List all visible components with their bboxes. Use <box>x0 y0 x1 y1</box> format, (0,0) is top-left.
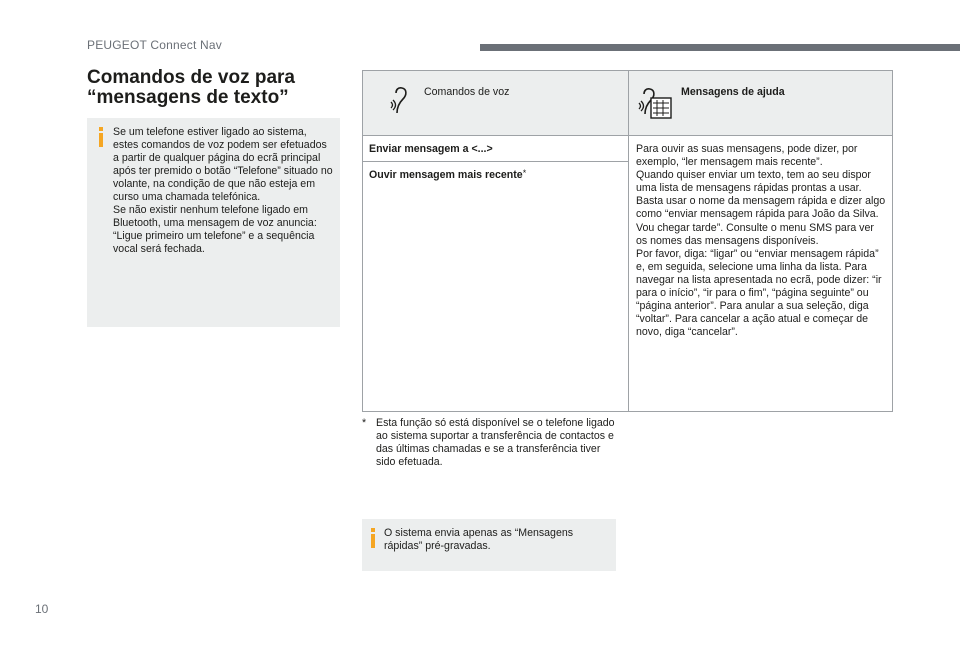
help-messages-cell <box>629 136 893 412</box>
help-paragraph: Quando quiser enviar um texto, tem ao seu dispor uma lista de mensagens rápidas prontas a usar. Basta usar o nome da mensagem rápida e dizer algo como “enviar mensagem rápida para João da Silva. Vou chegar tarde”. Consulte o menu SMS para ver os nomes das mensagens disponíveis. <box>636 169 886 247</box>
command-row <box>363 162 628 187</box>
footnote <box>362 417 622 469</box>
header-label: PEUGEOT Connect Nav <box>87 38 222 52</box>
intro-info-box <box>87 118 340 327</box>
command-label: Enviar mensagem a <...> <box>369 143 493 155</box>
command-footnote-mark: * <box>522 168 527 178</box>
table-header-right <box>629 71 893 136</box>
header-right-label: Mensagens de ajuda <box>681 86 785 98</box>
intro-paragraph-1: Se um telefone estiver ligado ao sistema, estes comandos de voz podem ser efetuados a partir de qualquer página do ecrã principal após ter premido o botão “Telefone” situado no volante, na condição de que não esteja em curso uma chamada telefónica. <box>113 126 333 203</box>
commands-cell <box>363 136 629 412</box>
section-title-line1: Comandos de voz para <box>87 67 295 88</box>
header-left-label: Comandos de voz <box>424 86 510 98</box>
help-paragraph: Por favor, diga: “ligar” ou “enviar mensagem rápida” e, em seguida, selecione uma linha da lista. Para navegar na lista apresentada no ecrã, pode dizer: “ir para o início”, “ir para o fim”, “página seguinte” ou “página anterior”. Para anular a sua seleção, diga “voltar”. Para cancelar a ação atual e começar de novo, diga “cancelar”. <box>636 247 882 339</box>
footnote-text: Esta função só está disponível se o telefone ligado ao sistema suportar a transferência de contactos e das últimas chamadas e se a transferência tiver sido efetuada. <box>376 417 615 468</box>
table-header-left <box>363 71 629 136</box>
info-icon <box>367 528 379 548</box>
section-title <box>87 68 347 108</box>
info-icon <box>95 127 107 147</box>
voice-command-icon <box>389 85 415 117</box>
intro-paragraph-2: Se não existir nenhum telefone ligado em Bluetooth, uma mensagem de voz anuncia: “Ligue primeiro um telefone” e a sequência vocal será fechada. <box>113 204 317 255</box>
section-title-line2: “mensagens de texto” <box>87 87 289 108</box>
voice-help-icon <box>637 84 673 120</box>
page-number: 10 <box>35 602 49 616</box>
voice-commands-table <box>362 70 893 412</box>
footnote-mark: * <box>362 417 367 429</box>
note-info-box <box>362 519 616 571</box>
command-row <box>363 136 628 162</box>
note-text: O sistema envia apenas as “Mensagens rápidas” pré-gravadas. <box>384 527 574 552</box>
header-bar <box>480 44 960 51</box>
command-label: Ouvir mensagem mais recente <box>369 169 523 181</box>
help-paragraph: Para ouvir as suas mensagens, pode dizer, por exemplo, “ler mensagem mais recente”. <box>636 143 858 169</box>
